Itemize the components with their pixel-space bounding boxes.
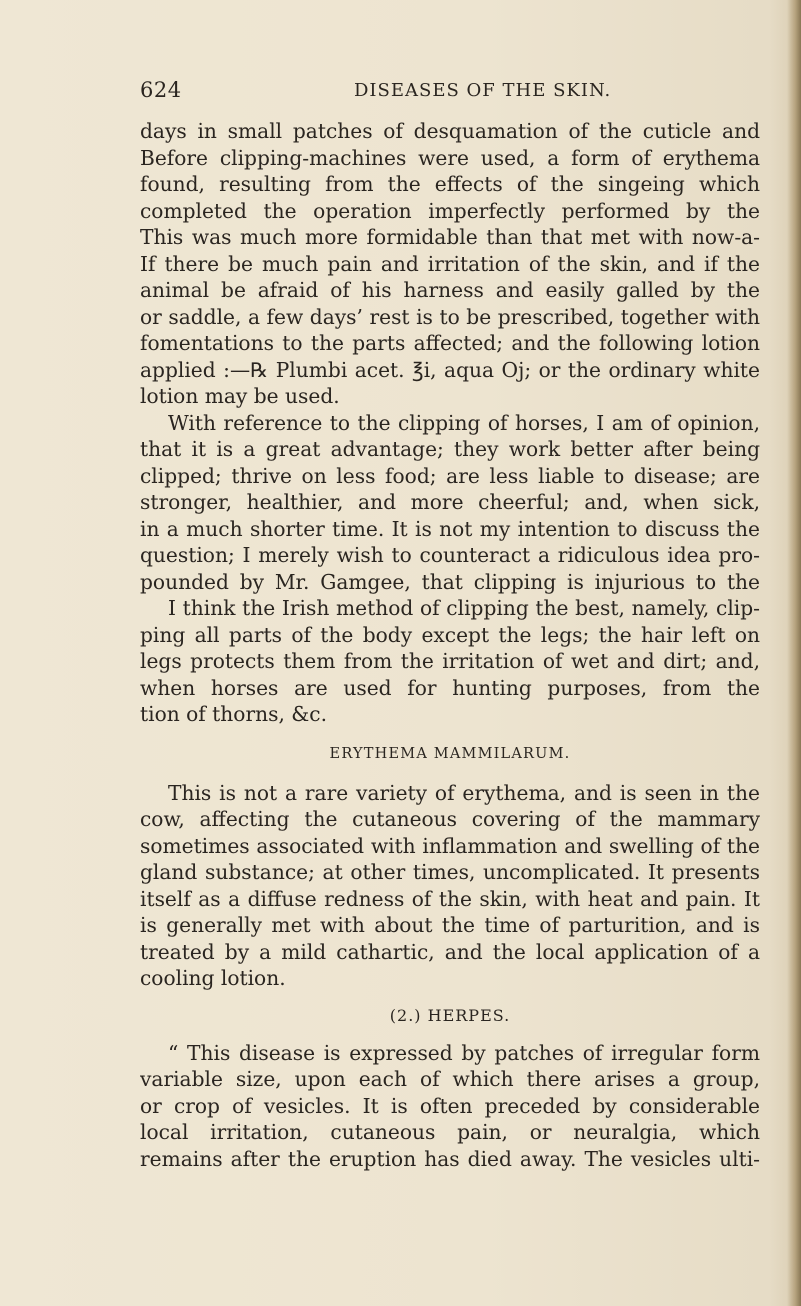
paragraph-4 bbox=[140, 1040, 760, 1173]
text-line: days in small patches of desquamation of the cuticle and bbox=[140, 119, 760, 143]
text-line: sometimes associated with inflammation and swelling of the bbox=[140, 833, 760, 858]
page-number: 624 bbox=[140, 78, 182, 102]
text-line: If there be much pain and irritation of the skin, and if the bbox=[140, 251, 760, 276]
running-head: DISEASES OF THE SKIN. bbox=[354, 80, 612, 101]
text-line: itself as a diffuse redness of the skin, with heat and pain. It bbox=[140, 886, 760, 911]
text-line: completed the operation imperfectly performed by the bbox=[140, 198, 760, 223]
text-line: Before clipping-machines were used, a form of erythema bbox=[140, 145, 760, 170]
text-line: I think the Irish method of clipping the best, namely, clip- bbox=[168, 596, 760, 620]
text-line: lotion may be used. bbox=[140, 384, 340, 408]
text-line: “ This disease is expressed by patches of irregular form bbox=[168, 1040, 760, 1065]
section-heading: ERYTHEMA MAMMILARUM. bbox=[329, 745, 571, 762]
page-edge bbox=[787, 0, 801, 1306]
text-line: is generally met with about the time of parturition, and is bbox=[140, 913, 760, 937]
body-text bbox=[140, 118, 760, 1172]
text-line: that it is a great advantage; they work better after being bbox=[140, 437, 760, 461]
text-line: variable size, upon each of which there arises a group, bbox=[140, 1067, 760, 1091]
paragraph-2 bbox=[140, 410, 760, 728]
page-header bbox=[140, 78, 660, 108]
paragraph-3 bbox=[140, 780, 760, 992]
text-line: when horses are used for hunting purposes, from the bbox=[140, 675, 760, 700]
text-line: cooling lotion. bbox=[140, 966, 286, 990]
text-line: gland substance; at other times, uncomplicated. It presents bbox=[140, 860, 760, 884]
text-line: This is not a rare variety of erythema, and is seen in the bbox=[168, 780, 760, 805]
text-line: treated by a mild cathartic, and the local application of a bbox=[140, 939, 760, 964]
text-line: found, resulting from the effects of the singeing which bbox=[140, 172, 760, 196]
text-line: This was much more formidable than that met with now-a- bbox=[140, 225, 760, 249]
text-line: question; I merely wish to counteract a ridiculous idea pro- bbox=[140, 543, 760, 567]
section-heading: (2.) HERPES. bbox=[389, 1005, 511, 1025]
text-line: stronger, healthier, and more cheerful; and, when sick, bbox=[140, 490, 760, 514]
text-line: fomentations to the parts affected; and the following lotion bbox=[140, 331, 760, 355]
text-line: cow, affecting the cutaneous covering of the mammary bbox=[140, 807, 760, 831]
text-line: local irritation, cutaneous pain, or neuralgia, which bbox=[140, 1120, 760, 1144]
text-line: applied :—℞ Plumbi acet. ℥i, aqua Oj; or the ordinary white bbox=[140, 357, 760, 382]
text-line: in a much shorter time. It is not my intention to discuss the bbox=[140, 516, 760, 541]
text-line: animal be afraid of his harness and easily galled by the bbox=[140, 278, 760, 302]
text-line: remains after the eruption has died away. The vesicles ulti- bbox=[140, 1146, 760, 1171]
text-line: ping all parts of the body except the legs; the hair left on bbox=[140, 622, 760, 647]
text-line: tion of thorns, &c. bbox=[140, 702, 327, 726]
text-line: or crop of vesicles. It is often preceded by considerable bbox=[140, 1093, 760, 1118]
text-line: or saddle, a few days’ rest is to be prescribed, together with bbox=[140, 304, 760, 329]
text-line: clipped; thrive on less food; are less liable to disease; are bbox=[140, 463, 760, 488]
text-line: pounded by Mr. Gamgee, that clipping is injurious to the bbox=[140, 569, 760, 594]
text-line: legs protects them from the irritation of wet and dirt; and, bbox=[140, 649, 760, 673]
paragraph-1 bbox=[140, 118, 760, 410]
text-line: With reference to the clipping of horses, I am of opinion, bbox=[168, 410, 760, 435]
